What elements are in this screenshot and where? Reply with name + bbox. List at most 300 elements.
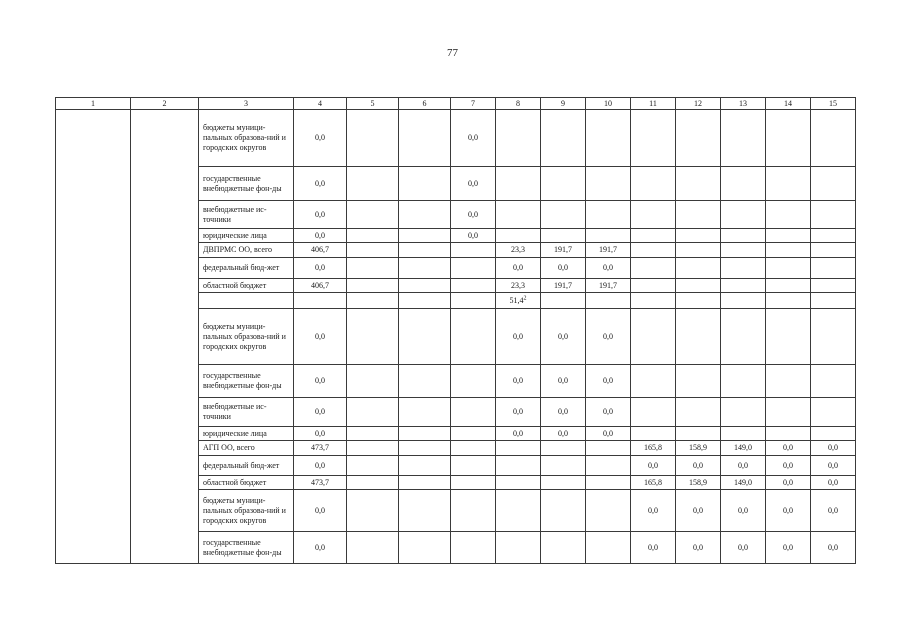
value-cell [811,201,856,229]
value-cell [399,293,451,309]
value-cell [541,398,586,427]
value-cell [399,167,451,201]
value-cell [496,243,541,258]
value-cell [541,476,586,490]
cell-value: 0,0 [513,331,523,341]
cell-value: 191,7 [599,245,617,254]
value-cell [541,293,586,309]
cell-value: 0,0 [828,477,838,487]
value-cell [766,441,811,456]
value-cell [586,201,631,229]
value-cell [294,293,347,309]
cell-value: 158,9 [689,477,707,487]
cell-value: 0,0 [558,263,568,272]
cell-value: 0,0 [783,460,793,470]
value-cell [811,110,856,167]
cell-value: 0,0 [558,428,568,438]
value-cell [347,258,399,279]
row-label: областной бюджет [199,476,294,490]
value-cell [496,365,541,398]
value-cell [676,110,721,167]
value-cell [631,243,676,258]
value-cell [541,490,586,532]
value-cell [676,258,721,279]
row-label: внебюджетные ис-точники [199,398,294,427]
value-cell [347,532,399,564]
cell-value: 473,7 [311,443,329,452]
value-cell [541,441,586,456]
value-cell [496,293,541,309]
value-cell [631,456,676,476]
value-cell [676,441,721,456]
value-cell [541,110,586,167]
value-cell [721,441,766,456]
value-cell [676,201,721,229]
column-header: 8 [496,98,541,110]
cell-value: 0,0 [693,542,703,552]
value-cell [399,441,451,456]
value-cell [811,365,856,398]
value-cell [399,532,451,564]
cell-value: 0,0 [513,428,523,438]
value-cell [721,309,766,365]
cell-value: 23,3 [511,280,525,290]
column-header: 13 [721,98,766,110]
value-cell [676,456,721,476]
value-cell [496,398,541,427]
cell-value: 0,0 [783,443,793,452]
value-cell [294,532,347,564]
value-cell [631,427,676,441]
cell-value: 0,0 [468,178,478,188]
column-header: 9 [541,98,586,110]
cell-value: 149,0 [734,477,752,487]
value-cell [496,476,541,490]
cell-value: 0,0 [648,460,658,470]
value-cell [451,167,496,201]
value-cell [451,398,496,427]
column-header: 14 [766,98,811,110]
value-cell [451,243,496,258]
column-header: 4 [294,98,347,110]
column-header: 15 [811,98,856,110]
value-cell [631,110,676,167]
value-cell [586,258,631,279]
value-cell [721,398,766,427]
cell-value: 0,0 [783,477,793,487]
value-cell [766,293,811,309]
value-cell [811,441,856,456]
value-cell [451,110,496,167]
cell-value: 0,0 [513,376,523,385]
cell-value: 0,0 [513,263,523,272]
value-cell [399,110,451,167]
cell-value: 0,0 [693,460,703,470]
cell-value: 0,0 [738,505,748,515]
value-cell [541,258,586,279]
column-header: 7 [451,98,496,110]
cell-value: 0,0 [315,178,325,188]
value-cell [721,490,766,532]
value-cell [631,490,676,532]
budget-table [55,97,856,564]
value-cell [676,476,721,490]
value-cell [496,279,541,293]
page-number: 77 [447,47,458,59]
cell-value: 51,4 [509,295,524,305]
cell-value: 0,0 [648,505,658,515]
value-cell [811,243,856,258]
value-cell [399,456,451,476]
value-cell [541,279,586,293]
value-cell [451,365,496,398]
value-cell [631,293,676,309]
cell-value: 0,0 [468,209,478,219]
value-cell [399,490,451,532]
value-cell [766,167,811,201]
value-cell [451,229,496,243]
value-cell [451,279,496,293]
value-cell [451,293,496,309]
table-row [56,110,856,167]
value-cell [294,279,347,293]
value-cell [496,110,541,167]
header-row [56,98,856,110]
cell-value: 0,0 [648,542,658,552]
cell-value: 0,0 [315,460,325,470]
value-cell [399,258,451,279]
value-cell [347,229,399,243]
value-cell [541,532,586,564]
value-cell [541,167,586,201]
cell-value: 406,7 [311,245,329,254]
value-cell [451,476,496,490]
value-cell [586,398,631,427]
value-cell [294,427,347,441]
row-label: юридические лица [199,229,294,243]
value-cell [294,243,347,258]
column-header: 6 [399,98,451,110]
value-cell [294,490,347,532]
value-cell [294,476,347,490]
value-cell [811,490,856,532]
value-cell [541,243,586,258]
value-cell [586,167,631,201]
value-cell [811,427,856,441]
value-cell [766,229,811,243]
value-cell [766,427,811,441]
value-cell [541,456,586,476]
value-cell [294,258,347,279]
value-cell [586,229,631,243]
value-cell [586,279,631,293]
value-cell [721,456,766,476]
row-label: федеральный бюд-жет [199,456,294,476]
value-cell [766,201,811,229]
value-cell [347,293,399,309]
value-cell [399,365,451,398]
cell-value: 191,7 [554,245,572,254]
value-cell [721,167,766,201]
cell-value: 191,7 [554,280,572,290]
footnote-marker: 2 [523,294,527,301]
value-cell [347,309,399,365]
value-cell [347,243,399,258]
value-cell [586,293,631,309]
value-cell [766,490,811,532]
cell-value: 0,0 [603,263,613,272]
cell-value: 0,0 [315,505,325,515]
value-cell [676,279,721,293]
value-cell [676,490,721,532]
value-cell [631,532,676,564]
value-cell [496,201,541,229]
value-cell [586,243,631,258]
row-label: бюджеты муници-пальных образова-ний и городских округов [199,110,294,167]
value-cell [496,258,541,279]
value-cell [451,441,496,456]
cell-value: 406,7 [311,280,329,290]
cell-value: 0,0 [693,505,703,515]
value-cell [631,167,676,201]
value-cell [766,309,811,365]
value-cell [811,456,856,476]
value-cell [631,258,676,279]
row-label: АГП ОО, всего [199,441,294,456]
value-cell [721,258,766,279]
value-cell [676,243,721,258]
value-cell [631,398,676,427]
value-cell [766,365,811,398]
cell-value: 0,0 [315,263,325,272]
value-cell [347,167,399,201]
value-cell [586,456,631,476]
cell-value: 0,0 [603,376,613,385]
cell-value: 0,0 [315,230,325,240]
value-cell [586,476,631,490]
cell-value: 158,9 [689,443,707,452]
cell-value: 0,0 [315,428,325,438]
value-cell [811,229,856,243]
value-cell [347,279,399,293]
merged-cell [131,110,199,564]
value-cell [347,476,399,490]
value-cell [451,490,496,532]
cell-value: 0,0 [315,542,325,552]
value-cell [451,258,496,279]
value-cell [451,427,496,441]
value-cell [766,110,811,167]
value-cell [347,427,399,441]
cell-value: 0,0 [315,376,325,385]
column-header: 2 [131,98,199,110]
value-cell [586,365,631,398]
value-cell [631,279,676,293]
column-header: 11 [631,98,676,110]
cell-value: 0,0 [315,407,325,416]
value-cell [541,309,586,365]
value-cell [631,441,676,456]
value-cell [541,229,586,243]
value-cell [586,490,631,532]
value-cell [294,167,347,201]
value-cell [766,243,811,258]
cell-value: 0,0 [468,133,478,142]
value-cell [496,309,541,365]
row-label: внебюджетные ис-точники [199,201,294,229]
value-cell [766,476,811,490]
value-cell [496,456,541,476]
value-cell [721,243,766,258]
value-cell [294,201,347,229]
cell-value: 0,0 [738,542,748,552]
value-cell [399,279,451,293]
value-cell [451,309,496,365]
column-header: 1 [56,98,131,110]
value-cell [721,365,766,398]
column-header: 5 [347,98,399,110]
value-cell [676,309,721,365]
row-label: государственные внебюджетные фон-ды [199,167,294,201]
cell-value: 0,0 [558,331,568,341]
value-cell [294,398,347,427]
value-cell [496,229,541,243]
value-cell [721,476,766,490]
row-label: государственные внебюджетные фон-ды [199,365,294,398]
value-cell [631,201,676,229]
value-cell [294,441,347,456]
value-cell [399,201,451,229]
row-label: областной бюджет [199,279,294,293]
value-cell [399,398,451,427]
row-label: федеральный бюд-жет [199,258,294,279]
value-cell [451,532,496,564]
cell-value: 0,0 [558,376,568,385]
value-cell [541,427,586,441]
value-cell [541,201,586,229]
cell-value: 0,0 [603,407,613,416]
cell-value: 0,0 [783,505,793,515]
value-cell [676,167,721,201]
row-label: юридические лица [199,427,294,441]
value-cell [347,398,399,427]
value-cell [586,309,631,365]
value-cell [811,532,856,564]
column-header: 3 [199,98,294,110]
value-cell [721,229,766,243]
cell-value: 0,0 [828,505,838,515]
cell-value: 0,0 [738,460,748,470]
value-cell [294,456,347,476]
value-cell [399,243,451,258]
value-cell [721,279,766,293]
cell-value: 0,0 [603,331,613,341]
cell-value: 0,0 [315,331,325,341]
value-cell [811,309,856,365]
value-cell [451,456,496,476]
value-cell [347,441,399,456]
cell-value: 0,0 [315,209,325,219]
value-cell [631,229,676,243]
row-label: бюджеты муници-пальных образова-ний и городских округов [199,309,294,365]
cell-value: 0,0 [783,542,793,552]
value-cell [586,110,631,167]
value-cell [766,532,811,564]
value-cell [294,309,347,365]
value-cell [631,365,676,398]
value-cell [676,229,721,243]
value-cell [496,427,541,441]
value-cell [294,229,347,243]
value-cell [766,398,811,427]
cell-value: 0,0 [828,542,838,552]
value-cell [721,201,766,229]
row-label [199,293,294,309]
value-cell [496,441,541,456]
cell-value: 23,3 [511,245,525,254]
value-cell [541,365,586,398]
value-cell [631,309,676,365]
merged-cell [56,110,131,564]
value-cell [676,293,721,309]
cell-value: 473,7 [311,477,329,487]
value-cell [347,365,399,398]
row-label: государственные внебюджетные фон-ды [199,532,294,564]
value-cell [811,167,856,201]
value-cell [586,532,631,564]
cell-value: 0,0 [828,443,838,452]
value-cell [676,427,721,441]
value-cell [294,365,347,398]
value-cell [721,532,766,564]
value-cell [294,110,347,167]
value-cell [586,427,631,441]
value-cell [347,490,399,532]
cell-value: 149,0 [734,443,752,452]
value-cell [496,490,541,532]
value-cell [399,476,451,490]
cell-value: 191,7 [599,280,617,290]
value-cell [811,476,856,490]
value-cell [451,201,496,229]
value-cell [399,229,451,243]
value-cell [811,279,856,293]
cell-value: 0,0 [513,407,523,416]
value-cell [399,309,451,365]
cell-value: 165,8 [644,477,662,487]
value-cell [766,258,811,279]
value-cell [347,456,399,476]
value-cell [811,258,856,279]
value-cell [676,532,721,564]
cell-value: 0,0 [558,407,568,416]
value-cell [721,427,766,441]
value-cell [721,110,766,167]
row-label: бюджеты муници-пальных образова-ний и городских округов [199,490,294,532]
value-cell [586,441,631,456]
cell-value: 0,0 [315,133,325,142]
value-cell [399,427,451,441]
value-cell [766,456,811,476]
cell-value: 165,8 [644,443,662,452]
value-cell [347,110,399,167]
value-cell [496,167,541,201]
value-cell [811,293,856,309]
value-cell [631,476,676,490]
value-cell [766,279,811,293]
cell-value: 0,0 [468,230,478,240]
value-cell [721,293,766,309]
